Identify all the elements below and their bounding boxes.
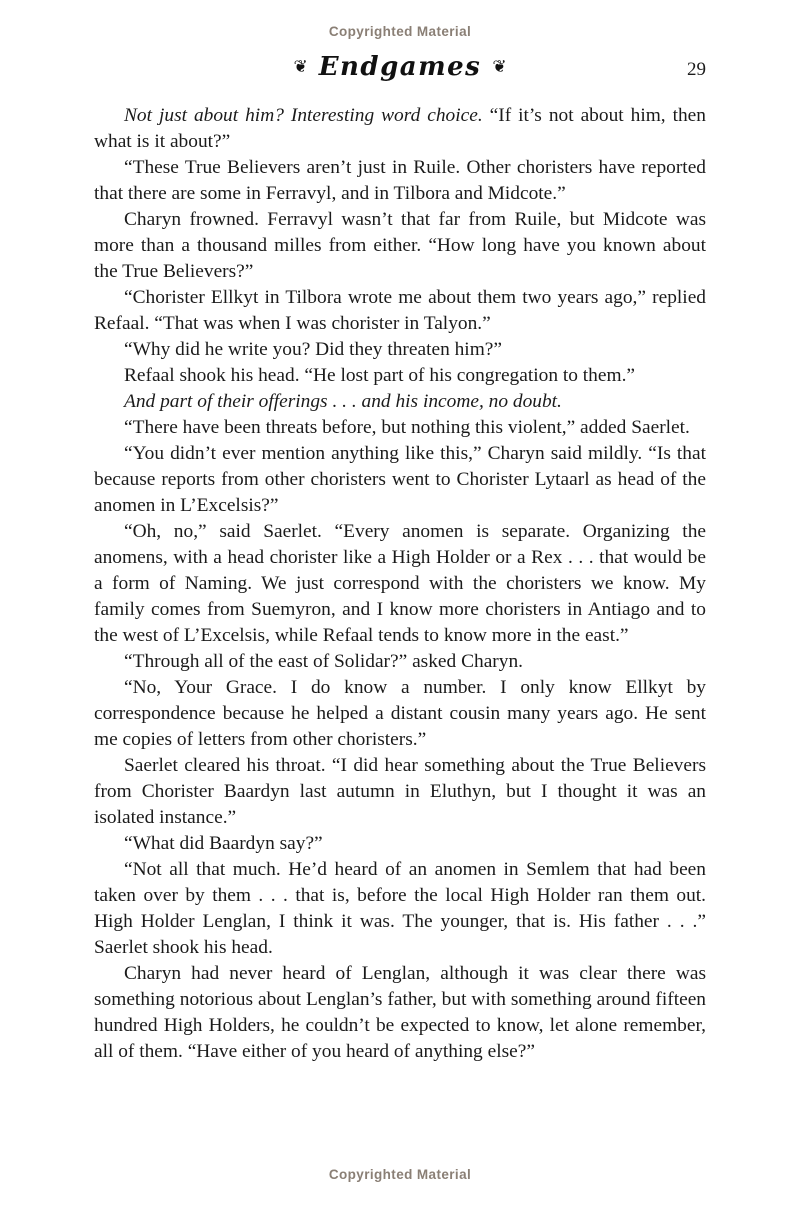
paragraph: [94, 155, 706, 207]
paragraph: [94, 831, 706, 857]
text-run: “Oh, no,” said Saerlet. “Every anomen is separate. Organizing the anomens, with a head chorister like a High Holder or a Rex . . . that would be a form of Naming. We just correspond with the choristers we know. My family comes from Suemyron, and I know more choristers in Antiago and to the west of L’Excelsis, while Refaal tends to know more in the east.”: [94, 521, 706, 646]
copyright-notice-bottom: Copyrighted Material: [328, 1167, 472, 1182]
text-run: “If it’s not about him, then what is it about?”: [94, 105, 706, 152]
paragraph: [94, 753, 706, 831]
paragraph: [94, 961, 706, 1065]
text-run: “Through all of the east of Solidar?” asked Charyn.: [124, 651, 523, 672]
paragraph: [94, 285, 706, 337]
text-run: “Why did he write you? Did they threaten him?”: [124, 339, 502, 360]
paragraph: [94, 103, 706, 155]
text-run: “Chorister Ellkyt in Tilbora wrote me about them two years ago,” replied Refaal. “That was when I was chorister in Talyon.”: [94, 287, 706, 334]
text-run: “You didn’t ever mention anything like this,” Charyn said mildly. “Is that because reports from other choristers went to Chorister Lytaarl as head of the anomen in L’Excelsis?”: [94, 443, 706, 516]
text-run: Charyn frowned. Ferravyl wasn’t that far from Ruile, but Midcote was more than a thousand milles from either. “How long have you known about the True Believers?”: [94, 209, 706, 282]
paragraph: [94, 337, 706, 363]
paragraph: [94, 675, 706, 753]
text-run: “There have been threats before, but nothing this violent,” added Saerlet.: [124, 417, 690, 438]
page-header: [94, 52, 706, 90]
text-run: “Not all that much. He’d heard of an anomen in Semlem that had been taken over by them . . . that is, before the local High Holder ran them out. High Holder Lenglan, I think it was. The younger, that is. His father . . .” Saerlet shook his head.: [94, 859, 706, 958]
paragraph: [94, 857, 706, 961]
body-text: [94, 103, 706, 1065]
paragraph: [94, 363, 706, 389]
text-run: Saerlet cleared his throat. “I did hear something about the True Believers from Chorister Baardyn last autumn in Eluthyn, but I thought it was an isolated instance.”: [94, 755, 706, 828]
paragraph: [94, 441, 706, 519]
paragraph: [94, 519, 706, 649]
paragraph: [94, 389, 706, 415]
book-title-text: Endgames: [318, 52, 482, 82]
text-run: Charyn had never heard of Lenglan, although it was clear there was something notorious about Lenglan’s father, but with something around fifteen hundred High Holders, he couldn’t be expected to know, let alone remember, all of them. “Have either of you heard of anything else?”: [94, 963, 706, 1062]
paragraph: [94, 415, 706, 441]
italic-text-run: And part of their offerings . . . and his income, no doubt.: [124, 391, 562, 412]
fleuron-icon-left: ❦: [293, 57, 308, 77]
text-run: “What did Baardyn say?”: [124, 833, 323, 854]
copyright-notice-top: Copyrighted Material: [328, 24, 472, 39]
text-run: “These True Believers aren’t just in Ruile. Other choristers have reported that there are some in Ferravyl, and in Tilbora and Midcote.”: [94, 157, 706, 204]
italic-text-run: Not just about him? Interesting word choice.: [124, 105, 490, 126]
text-run: “No, Your Grace. I do know a number. I only know Ellkyt by correspondence because he helped a distant cousin many years ago. He sent me copies of letters from other choristers.”: [94, 677, 706, 750]
text-run: Refaal shook his head. “He lost part of his congregation to them.”: [124, 365, 636, 386]
paragraph: [94, 649, 706, 675]
book-title: [94, 52, 706, 82]
page-number: 29: [687, 59, 706, 80]
fleuron-icon-right: ❦: [492, 57, 507, 77]
paragraph: [94, 207, 706, 285]
